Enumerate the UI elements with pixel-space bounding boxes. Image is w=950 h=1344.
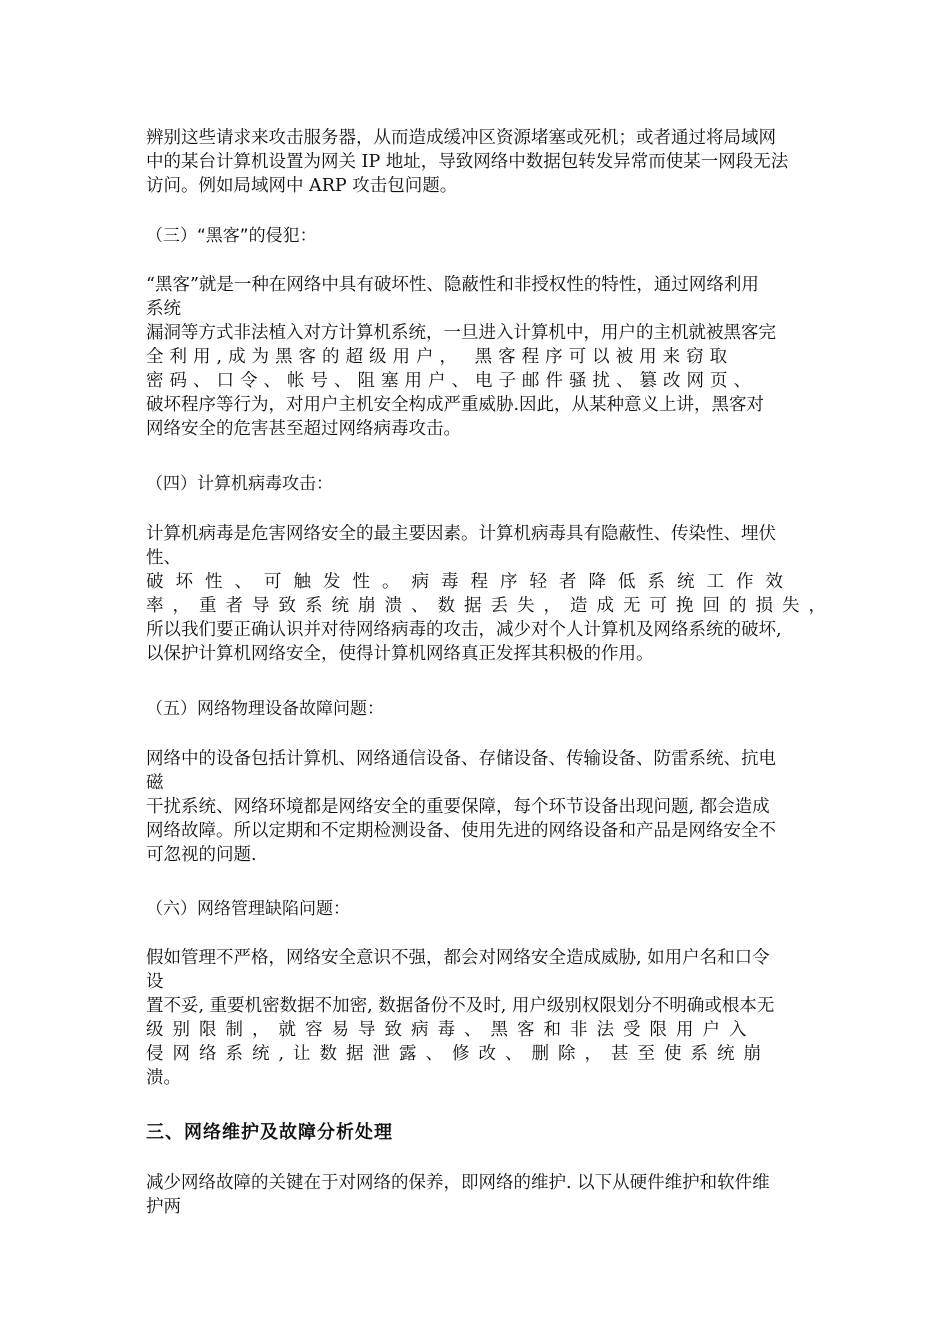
text-line: 级别限制，就容易导致病毒、黑客和非法受限用户入 xyxy=(146,1020,756,1040)
section-heading: 三、网络维护及故障分析处理 xyxy=(146,1122,393,1143)
text-line: 访问。例如局域网中 ARP 攻击包问题。 xyxy=(146,176,458,196)
text-line: 护两 xyxy=(146,1197,181,1217)
text-line: 破坏性、可触发性。病毒程序轻者降低系统工作效 xyxy=(146,572,795,592)
subsection-heading: （五）网络物理设备故障问题： xyxy=(146,699,384,719)
text-line: 漏洞等方式非法植入对方计算机系统，一旦进入计算机中，用户的主机就被黑客完 xyxy=(146,323,776,343)
text-line: 网络故障。所以定期和不定期检测设备、使用先进的网络设备和产品是网络安全不 xyxy=(146,821,776,841)
subsection-heading: （六）网络管理缺陷问题： xyxy=(146,899,350,919)
text-line: 以保护计算机网络安全，使得计算机网络真正发挥其积极的作用。 xyxy=(146,644,654,664)
text-line: “黑客”就是一种在网络中具有破坏性、隐蔽性和非授权性的特性，通过网络利用 xyxy=(146,275,759,295)
text-line: 置不妥, 重要机密数据不加密, 数据备份不及时, 用户级别权限划分不明确或根本无 xyxy=(146,996,775,1016)
subsection-heading: （三）“黑客”的侵犯： xyxy=(146,226,317,246)
text-line: 中的某台计算机设置为网关 IP 地址，导致网络中数据包转发异常而使某一网段无法 xyxy=(146,152,789,172)
text-line: 计算机病毒是危害网络安全的最主要因素。计算机病毒具有隐蔽性、传染性、埋伏 xyxy=(146,524,776,544)
text-line: 侵网络系统,让数据泄露、修改、删除，甚至使系统崩 xyxy=(146,1044,771,1064)
text-line: 破坏程序等行为，对用户主机安全构成严重威胁.因此，从某种意义上讲，黑客对 xyxy=(146,395,765,415)
text-line: 网络中的设备包括计算机、网络通信设备、存储设备、传输设备、防雷系统、抗电 xyxy=(146,749,776,769)
text-line: 密码、口令、帐号、阻塞用户、电子邮件骚扰、篡改网页、 xyxy=(146,371,757,391)
text-line: 全利用,成为黑客的超级用户， 黑客程序可以被用来窃取 xyxy=(146,347,734,367)
text-line: 溃。 xyxy=(146,1068,181,1088)
text-line: 率，重者导致系统崩溃、数据丢失，造成无可挽回的损失， xyxy=(146,596,835,616)
text-line: 辨别这些请求来攻击服务器，从而造成缓冲区资源堵塞或死机；或者通过将局域网 xyxy=(146,128,776,148)
text-line: 减少网络故障的关键在于对网络的保养，即网络的维护. 以下从硬件维护和软件维 xyxy=(146,1173,770,1193)
text-line: 所以我们要正确认识并对待网络病毒的攻击，减少对个人计算机及网络系统的破坏, xyxy=(146,620,782,640)
text-line: 可忽视的问题. xyxy=(146,845,257,865)
text-line: 设 xyxy=(146,972,164,992)
text-line: 假如管理不严格，网络安全意识不强，都会对网络安全造成威胁, 如用户名和口令 xyxy=(146,948,770,968)
text-line: 干扰系统、网络环境都是网络安全的重要保障，每个环节设备出现问题, 都会造成 xyxy=(146,797,770,817)
text-line: 系统 xyxy=(146,299,181,319)
text-line: 性、 xyxy=(146,548,181,568)
text-line: 网络安全的危害甚至超过网络病毒攻击。 xyxy=(146,419,461,439)
text-line: 磁 xyxy=(146,773,164,793)
subsection-heading: （四）计算机病毒攻击： xyxy=(146,474,333,494)
